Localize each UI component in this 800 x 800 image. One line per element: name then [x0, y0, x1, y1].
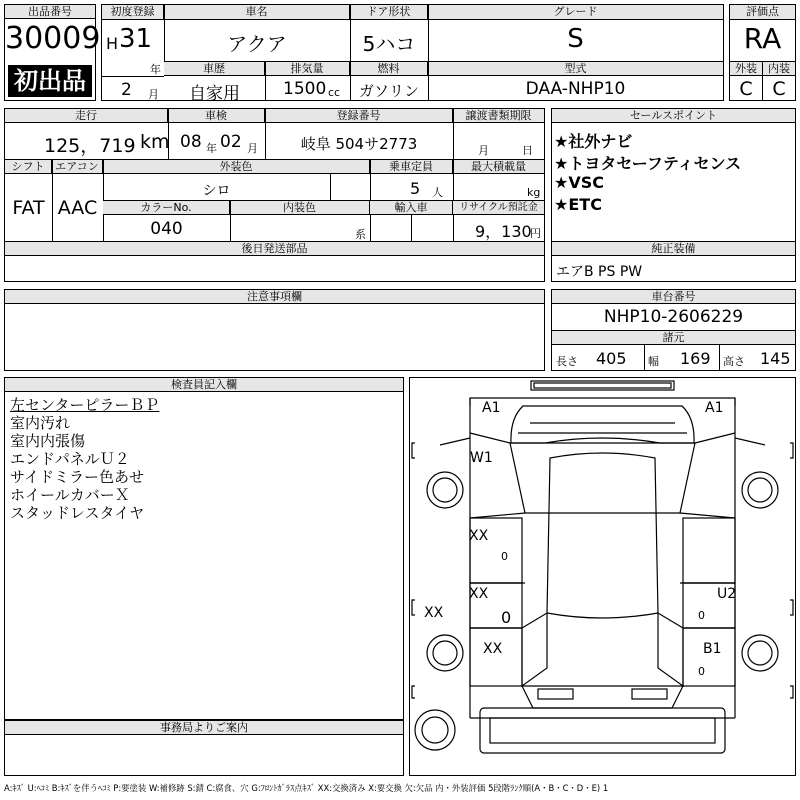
inspector-label: 検査員記入欄 [5, 378, 403, 392]
damage-mark-1: A1 [482, 400, 501, 416]
color-no-label: カラーNo. [103, 201, 230, 215]
first-reg-year-unit: 年 [150, 63, 161, 76]
dims-label: 諸元 [552, 331, 795, 345]
transfer-day-unit: 日 [522, 144, 533, 157]
damage-mark-12: B1 [703, 641, 722, 657]
score-ext-value: C [739, 78, 753, 100]
width-value: 169 [680, 349, 711, 368]
damage-mark-10: XX [424, 605, 444, 621]
inspector-note-1: 左センターピラーＢＰ [10, 396, 160, 414]
score-int-label: 内装 [763, 62, 795, 76]
legend-text: A:ｷｽﾞ U:ﾍｺﾐ B:ｷｽﾞを伴うﾍｺﾐ P:要塗装 W:補修跡 S:錆 C:腐食、穴 G:ﾌﾛﾝﾄｶﾞﾗｽ点ｷｽﾞ XX:交換済み X:要交換 欠:欠品 内・外装評価 5段階ﾗﾝｸ順(A・B・C・D・E) 1 [4, 783, 609, 793]
damage-mark-4: XX [469, 528, 489, 544]
first-reg-label: 初度登録 [102, 5, 164, 20]
recycle-unit: 円 [530, 227, 541, 240]
first-reg-year: 31 [119, 24, 153, 54]
sales-point-2: ★トヨタセーフティセンス [554, 154, 742, 173]
recycle-label: リサイクル預託金 [453, 201, 544, 215]
fuel-value: ガソリン [358, 82, 419, 100]
length-value: 405 [596, 349, 627, 368]
max-load-unit: kg [527, 186, 541, 199]
grade-value: S [567, 24, 584, 54]
lot-box [4, 4, 101, 101]
damage-mark-13: 0 [698, 665, 705, 678]
score-value: RA [743, 22, 782, 55]
grade-label: グレード [428, 5, 723, 20]
chassis-label: 車台番号 [552, 290, 795, 304]
inspector-note-7: スタッドレスタイヤ [10, 504, 145, 522]
fuel-label: 燃料 [350, 62, 428, 76]
inspection-month-unit: 月 [247, 142, 258, 155]
aircon-label: エアコン [52, 160, 103, 174]
displacement-label: 排気量 [265, 62, 350, 76]
model-label: 型式 [428, 62, 723, 76]
interior-color-unit: 系 [355, 228, 366, 241]
inspection-year: 08 [180, 132, 202, 152]
genuine-label: 純正装備 [552, 242, 795, 256]
caution-label: 注意事項欄 [5, 290, 544, 304]
model-value: DAA-NHP10 [525, 79, 626, 99]
sales-points-label: セールスポイント [552, 109, 795, 123]
exterior-color-value: シロ [202, 183, 231, 199]
inspector-note-3: 室内内張傷 [10, 432, 86, 450]
width-label: 幅 [648, 355, 659, 368]
chassis-value: NHP10-2606229 [603, 307, 744, 327]
sales-point-3: ★VSC [554, 173, 604, 192]
mid-grid [4, 108, 545, 242]
shift-label: シフト [5, 160, 52, 174]
capacity-label: 乗車定員 [370, 160, 453, 174]
history-label: 車歴 [164, 62, 265, 76]
inspector-note-2: 室内汚れ [10, 414, 71, 432]
mileage-value: 125，719 [44, 135, 136, 157]
genuine-value: エアB PS PW [556, 264, 643, 280]
inspector-note-6: ホイールカバーＸ [10, 486, 130, 504]
inspector-note-4: エンドパネルＵ２ [10, 450, 130, 468]
score-int-value: C [772, 78, 786, 100]
first-listing-badge-text: 初出品 [14, 67, 86, 95]
sales-point-1: ★社外ナビ [554, 132, 633, 151]
shift-value: FAT [12, 197, 45, 219]
score-label: 評価点 [730, 5, 795, 20]
damage-mark-9: 0 [698, 609, 705, 622]
damage-mark-8: U2 [717, 586, 737, 602]
car-name-value: アクア [227, 32, 287, 56]
score-ext-label: 外装 [730, 62, 762, 76]
later-parts-label: 後日発送部品 [5, 242, 544, 256]
recycle-value: 9，130 [475, 222, 532, 241]
capacity-value: 5 [410, 179, 421, 198]
car-name-label: 車名 [164, 5, 350, 20]
damage-mark-3: W1 [470, 450, 493, 466]
damage-mark-7: 0 [501, 608, 512, 627]
lot-label: 出品番号 [5, 5, 95, 19]
color-no-value: 040 [150, 219, 183, 239]
door-label: ドア形状 [350, 5, 428, 20]
first-reg-month: 2 [121, 80, 132, 100]
max-load-label: 最大積載量 [453, 160, 544, 174]
inspection-year-unit: 年 [206, 142, 217, 155]
capacity-unit: 人 [432, 186, 443, 199]
first-reg-era: H [106, 34, 119, 53]
damage-mark-2: A1 [705, 400, 724, 416]
office-label: 事務局よりご案内 [5, 721, 403, 735]
sales-point-4: ★ETC [554, 195, 602, 214]
inspection-month: 02 [220, 132, 242, 152]
car-outline-icon [410, 378, 795, 775]
mileage-unit: km [140, 131, 170, 153]
aircon-value: AAC [57, 197, 98, 219]
plate-label: 登録番号 [265, 109, 453, 123]
car-diagram [409, 377, 796, 776]
damage-mark-6: XX [469, 586, 489, 602]
first-reg-month-unit: 月 [148, 88, 159, 101]
damage-mark-5: 0 [501, 550, 508, 563]
inspection-label: 車検 [168, 109, 265, 123]
height-value: 145 [760, 349, 791, 368]
transfer-label: 譲渡書類期限 [453, 109, 544, 123]
plate-value: 岐阜 504サ2773 [300, 135, 418, 153]
lot-number: 30009 [5, 21, 101, 56]
door-value: 5ハコ [362, 32, 416, 56]
mileage-label: 走行 [5, 109, 168, 123]
displacement-unit: cc [328, 86, 341, 99]
displacement-value: 1500 [283, 79, 327, 99]
import-label: 輸入車 [370, 201, 453, 215]
damage-mark-11: XX [483, 641, 503, 657]
transfer-month-unit: 月 [478, 144, 489, 157]
inspector-note-5: サイドミラー色あせ [10, 468, 144, 486]
length-label: 長さ [556, 355, 578, 368]
history-value: 自家用 [189, 84, 240, 104]
interior-color-label: 内装色 [230, 201, 370, 215]
exterior-color-label: 外装色 [103, 160, 370, 174]
height-label: 高さ [723, 355, 745, 368]
